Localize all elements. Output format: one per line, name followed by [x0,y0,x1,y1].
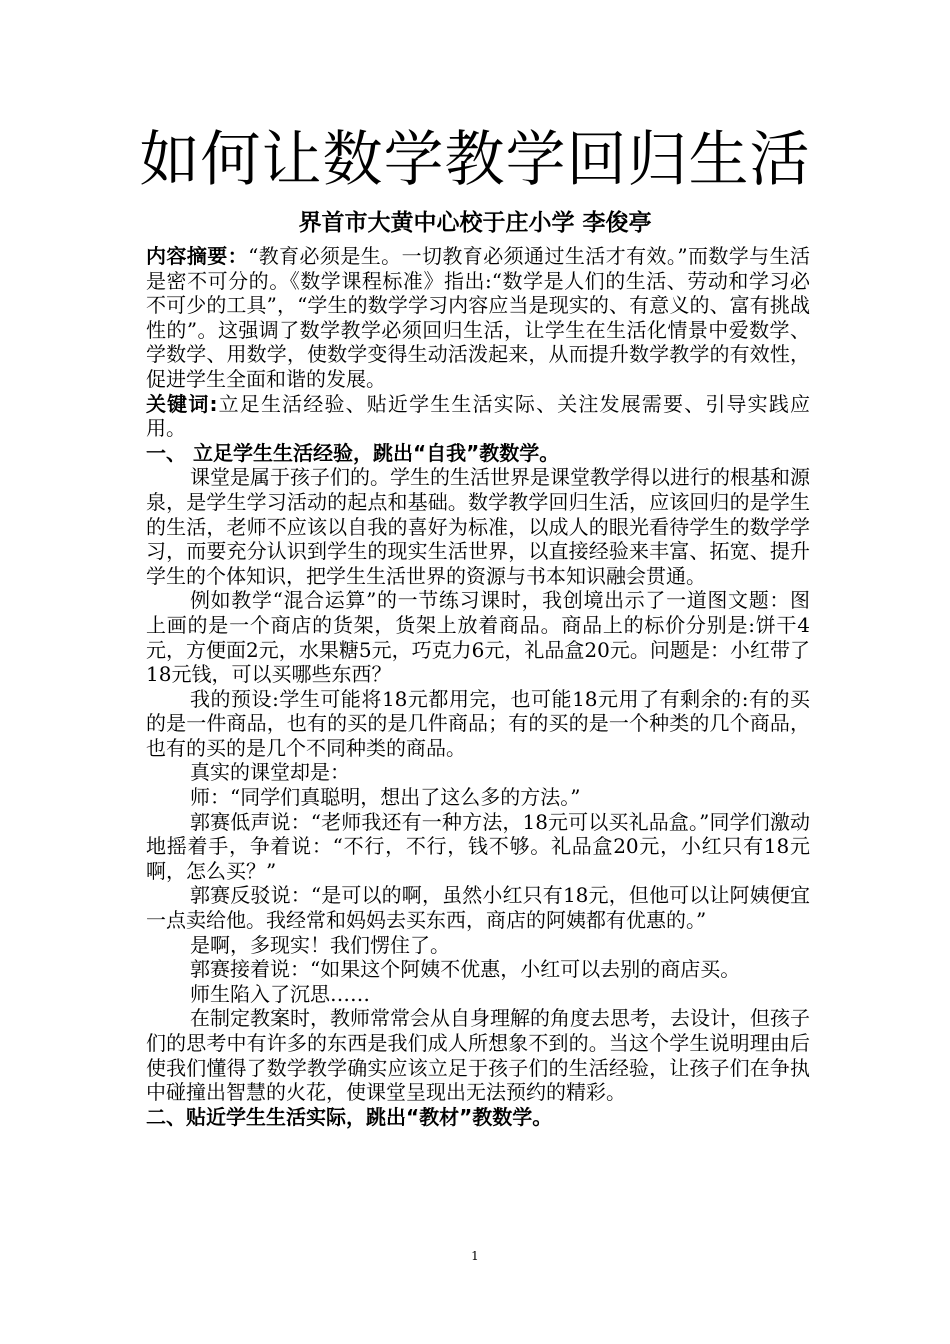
paragraph: 是啊，多现实！我们愣住了。 [190,932,450,957]
paragraph: 郭赛接着说：“如果这个阿姨不优惠，小红可以去别的商店买。 [190,957,741,982]
keywords-text: 立足生活经验、贴近学生生活实际、关注发展需要、引导实践应用。 [146,391,811,441]
section-heading-1: 一、 立足学生生活经验，跳出“自我”教数学。 [146,440,560,465]
document-title: 如何让数学教学回归生活 [139,125,811,195]
abstract-label: 内容摘要： [146,244,249,268]
author-line: 界首市大黄中心校于庄小学 李俊亭 [298,210,652,236]
document-body [146,244,810,1129]
paragraph: 郭赛反驳说：“是可以的啊，虽然小红只有18元，但他可以让阿姨便宜一点卖给他。我经常和妈妈去买东西，商店的阿姨都有优惠的。” [146,883,810,933]
paragraph: 在制定教案时，教师常常会从自身理解的角度去思考，去设计，但孩子们的思考中有许多的东西是我们成人所想象不到的。当这个学生说明理由后使我们懂得了数学教学确实应该立足于孩子们的生活经验，让孩子们在争执中碰撞出智慧的火花，使课堂呈现出无法预约的精彩。 [146,1006,810,1105]
paragraph: 例如教学“混合运算”的一节练习课时，我创境出示了一道图文题：图上画的是一个商店的货架，货架上放着商品。商品上的标价分别是:饼干4元，方便面2元，水果糖5元，巧克力6元，礼品盒20元。问题是：小红带了18元钱，可以买哪些东西？ [146,588,810,687]
page-number: 1 [471,1249,479,1263]
paragraph: 真实的课堂却是： [190,760,350,785]
abstract-text: “教育必须是生。一切教育必须通过生活才有效。”而数学与生活是密不可分的。《数学课程标准》指出:“数学是人们的生活、劳动和学习必不可少的工具”，“学生的数学学习内容应当是现实的、有意义的、富有挑战性的”。这强调了数学教学必须回归生活，让学生在生活化情景中爱数学、学数学、用数学，使数学变得生动活泼起来，从而提升数学教学的有效性，促进学生全面和谐的发展。 [146,244,811,391]
paragraph: 郭赛低声说：“老师我还有一种方法，18元可以买礼品盒。”同学们激动地摇着手，争着说：“不行，不行，钱不够。礼品盒20元，小红只有18元啊，怎么买？” [146,809,810,883]
section-heading-2: 二、贴近学生生活实际，跳出“教材”教数学。 [146,1104,553,1129]
keywords-paragraph [146,392,810,441]
paragraph: 课堂是属于孩子们的。学生的生活世界是课堂教学得以进行的根基和源泉，是学生学习活动的起点和基础。数学教学回归生活，应该回归的是学生的生活，老师不应该以自我的喜好为标准，以成人的眼光看待学生的数学学习，而要充分认识到学生的现实生活世界，以直接经验来丰富、拓宽、提升学生的个体知识，把学生生活世界的资源与书本知识融会贯通。 [146,465,810,588]
abstract-paragraph [146,244,810,392]
paragraph: 师生陷入了沉思…… [190,981,370,1006]
keywords-label: 关键词: [146,391,218,416]
paragraph: 师：“同学们真聪明，想出了这么多的方法。” [190,785,581,810]
paragraph: 我的预设:学生可能将18元都用完，也可能18元用了有剩余的:有的买的是一件商品，也有的买的是几件商品；有的买的是一个种类的几个商品，也有的买的是几个不同种类的商品。 [146,686,810,760]
